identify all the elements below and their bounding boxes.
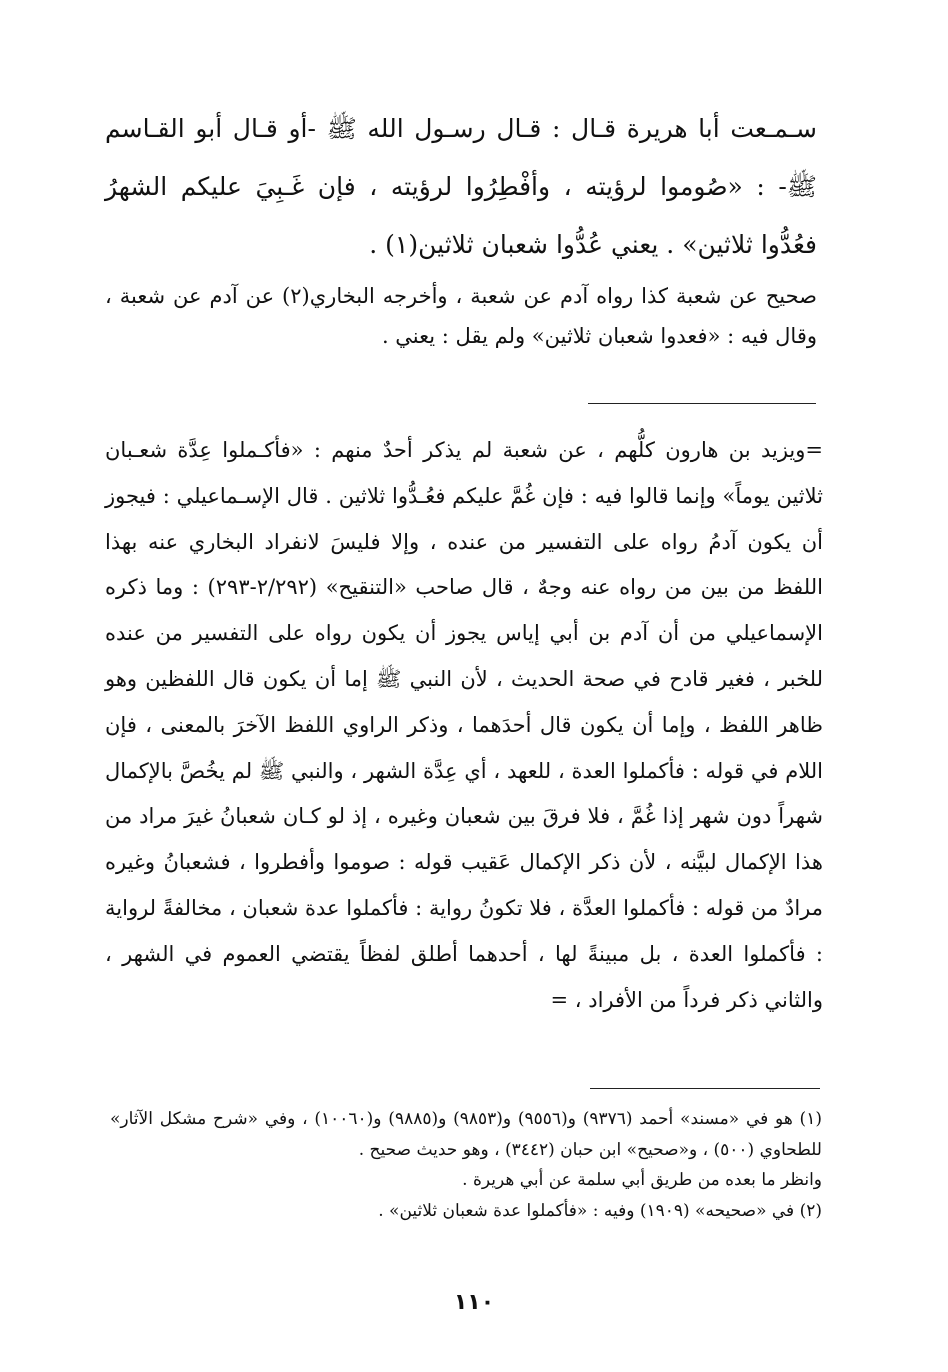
- footnotes: [110, 1104, 822, 1226]
- continued-notes: [105, 428, 823, 1023]
- page-number: ١١٠: [453, 1290, 495, 1315]
- notes-paragraph: =ويزيد بن هارون كلُّهم ، عن شعبة لم يذكر أحدٌ منهم : «فأكـملوا عِدَّة شعـبان ثلاثين يوماً» وإنما قالوا فيه : فإن غُمَّ عليكم فعُـدُّوا ثلاثين . قال الإسـماعيلي : فيجوز أن يكون آدمُ رواه على التفسير من عنده ، وإلا فليسَ لانفراد البخاري عنه بهذا اللفظ من بين من رواه عنه وجهٌ ، قال صاحب «التنقيح» (٢/٢٩٢-٢٩٣) : وما ذكره الإسماعيلي من أن آدم بن أبي إياس يجوز أن يكون رواه على التفسير من عنده للخبر ، فغير قادح في صحة الحديث ، لأن النبي ﷺ إما أن يكون قال اللفظين وهو ظاهر اللفظ ، وإما أن يكون قال أحدَهما ، وذكر الراوي اللفظ الآخرَ بالمعنى ، فإن اللام في قوله : فأكملوا العدة ، للعهد ، أي عِدَّة الشهر ، والنبي ﷺ لم يخُصَّ بالإكمال شهراً دون شهر إذا غُمَّ ، فلا فرقَ بين شعبان وغيره ، إذ لو كـان شعبانُ غيرَ مراد من هذا الإكمال لبيَّنه ، لأن ذكر الإكمال عَقيب قوله : صوموا وأفطروا ، فشعبانُ وغيره مرادٌ من قوله : فأكملوا العدَّة ، فلا تكونُ رواية : فأكملوا عدة شعبان ، مخالفةً لرواية : فأكملوا العدة ، بل مبينةً لها ، أحدهما أطلق لفظاً يقتضي العموم في الشهر ، والثاني ذكر فرداً من الأفراد ، =: [105, 438, 823, 1012]
- hadith-paragraph: سـمـعت أبا هريرة قـال : قـال رسـول الله ﷺ -أو قـال أبو القـاسم ﷺ- : «صُوموا لرؤيته ، وأفْطِرُوا لرؤيته ، فإن غَـبِيَ عليكم الشهرُ فعُدُّوا ثلاثين» . يعني عُدُّوا شعبان ثلاثين(١) .: [105, 114, 817, 259]
- separator-line: [588, 403, 816, 404]
- footnote-1-continued: وانظر ما بعده من طريق أبي سلمة عن أبي هريرة .: [462, 1170, 822, 1190]
- hadith-text: [105, 100, 817, 274]
- comment-paragraph: صحيح عن شعبة كذا رواه آدم عن شعبة ، وأخرجه البخاري(٢) عن آدم عن شعبة ، وقال فيه : «فعدوا شعبان ثلاثين» ولم يقل : يعني .: [105, 284, 818, 348]
- footnote-1: (١) هو في «مسند» أحمد (٩٣٧٦) و(٩٥٥٦) و(٩٨٥٣) و(٩٨٨٥) و(١٠٠٦٠) ، وفي «شرح مشكل الآثار» للطحاوي (٥٠٠) ، و«صحيح» ابن حبان (٣٤٤٢) ، وهو حديث صحيح .: [110, 1109, 822, 1160]
- author-comment: [105, 276, 817, 356]
- footnote-2: (٢) في «صحيحه» (١٩٠٩) وفيه : «فأكملوا عدة شعبان ثلاثين» .: [378, 1200, 822, 1221]
- footnote-separator-line: [590, 1088, 820, 1089]
